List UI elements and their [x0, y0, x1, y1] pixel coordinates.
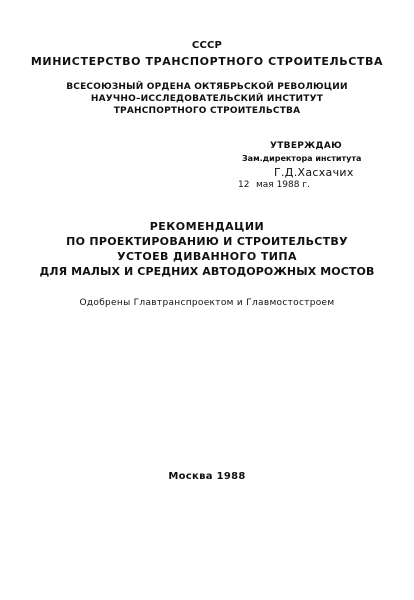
document-title-line4: ДЛЯ МАЛЫХ И СРЕДНИХ АВТОДОРОЖНЫХ МОСТОВ — [39, 265, 375, 278]
header-country: СССР — [191, 40, 223, 51]
approval-block — [238, 141, 398, 201]
document-title-line1: РЕКОМЕНДАЦИИ — [149, 220, 265, 233]
header-institute-line3: ТРАНСПОРТНОГО СТРОИТЕЛЬСТВА — [113, 106, 301, 116]
document-approved-by: Одобрены Главтранспроектом и Главмостостроем — [79, 298, 335, 308]
document-title-line2: ПО ПРОЕКТИРОВАНИЮ И СТРОИТЕЛЬСТВУ — [66, 235, 348, 248]
approval-date-day: 12 — [238, 180, 250, 190]
approval-date-month-year: мая 1988 г. — [256, 180, 310, 190]
approval-position: Зам.директора института — [242, 154, 362, 163]
approval-date — [238, 180, 310, 190]
approval-signatory-name: Г.Д.Хасхачих — [274, 166, 354, 179]
footer-city-year: Москва 1988 — [168, 471, 246, 482]
header-ministry: МИНИСТЕРСТВО ТРАНСПОРТНОГО СТРОИТЕЛЬСТВА — [30, 55, 384, 68]
approval-title: УТВЕРЖДАЮ — [270, 141, 342, 151]
header-institute-line2: НАУЧНО–ИССЛЕДОВАТЕЛЬСКИЙ ИНСТИТУТ — [90, 94, 324, 104]
document-title-line3: УСТОЕВ ДИВАННОГО ТИПА — [117, 250, 297, 263]
header-institute-line1: ВСЕСОЮЗНЫЙ ОРДЕНА ОКТЯБРЬСКОЙ РЕВОЛЮЦИИ — [66, 82, 348, 92]
